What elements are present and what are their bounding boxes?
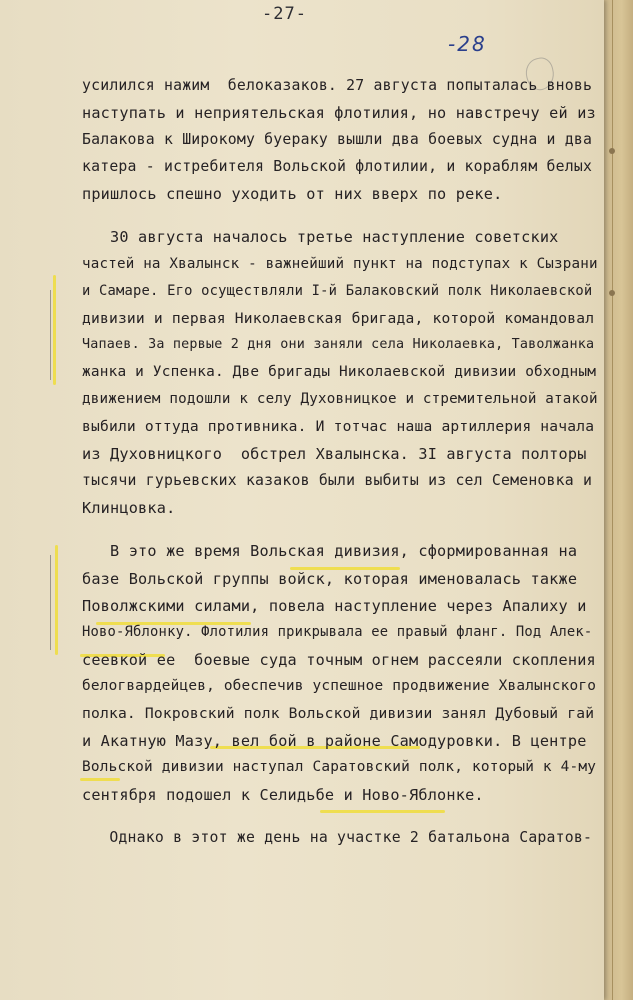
text-line: Вольской дивизии наступал Саратовский полк, который к 4-му (82, 759, 597, 775)
text-line: жанка и Успенка. Две бригады Николаевской дивизии обходным (82, 364, 597, 380)
text-line: 30 августа началось третье наступление советских (82, 228, 559, 246)
margin-highlight-mark (55, 545, 58, 655)
archive-folio-number: -28 (448, 32, 487, 56)
text-line: движением подошли к селу Духовницкое и стремительной атакой (82, 391, 598, 407)
text-line: белогвардейцев, обеспечив успешное продвижение Хвалынского (82, 678, 597, 694)
text-line: выбили оттуда противника. И тотчас наша артиллерия начала (82, 418, 595, 435)
text-line: пришлось спешно уходить от них вверх по реке. (82, 185, 503, 203)
text-line: и Самаре. Его осуществляли I-й Балаковский полк Николаевской (82, 283, 593, 299)
margin-pen-mark (50, 555, 51, 650)
text-line: В это же время Вольская дивизия, сформированная на (82, 542, 578, 560)
text-line: сентября подошел к Селидьбе и Ново-Яблонке. (82, 786, 484, 804)
text-line: Чапаев. За первые 2 дня они заняли села Николаевка, Таволжанка (82, 337, 595, 352)
text-line: Поволжскими силами, повела наступление через Апалиху и (82, 597, 587, 615)
text-line: Клинцовка. (82, 499, 176, 517)
margin-pen-mark (50, 290, 51, 380)
text-line: дивизии и первая Николаевская бригада, которой командовал (82, 310, 595, 327)
text-line: катера - иcтребителя Вольской флотилии, и кораблям белых (82, 158, 593, 175)
binding-hole (609, 290, 615, 296)
text-line: Балакова к Широкому буераку вышли два боевых судна и два (82, 131, 593, 148)
text-line: Однако в этот же день на участке 2 батальона Саратов- (82, 829, 593, 846)
underline-highlight (320, 810, 445, 813)
text-line: усилился нажим белоказаков. 27 августа попыталась вновь (82, 77, 593, 94)
text-line: из Духовницкого обстрел Хвалынска. 3I августа полторы (82, 445, 587, 463)
text-line: сеевкой ее боевые суда точным огнем рассеяли скопления (82, 651, 596, 669)
text-line: частей на Хвалынск - важнейший пункт на подступах к Сызрани (82, 256, 598, 272)
page-number-top: -27- (262, 4, 307, 24)
text-line: и Акатную Мазу, вел бой в районе Самодуровки. В центре (82, 732, 587, 750)
text-line: наступать и неприятельская флотилия, но навстречу ей из (82, 104, 596, 122)
underline-highlight (80, 778, 120, 781)
binding-hole (609, 148, 615, 154)
text-line: полка. Покровский полк Вольской дивизии занял Дубовый гай (82, 705, 595, 722)
text-line: базе Вольской группы войск, которая именовалась также (82, 570, 578, 588)
text-line: тысячи гурьевских казаков были выбиты из сел Семеновка и (82, 472, 593, 489)
margin-highlight-mark (53, 275, 56, 385)
text-line: Ново-Яблонку. Флотилия прикрывала ее правый фланг. Под Алек- (82, 624, 593, 640)
